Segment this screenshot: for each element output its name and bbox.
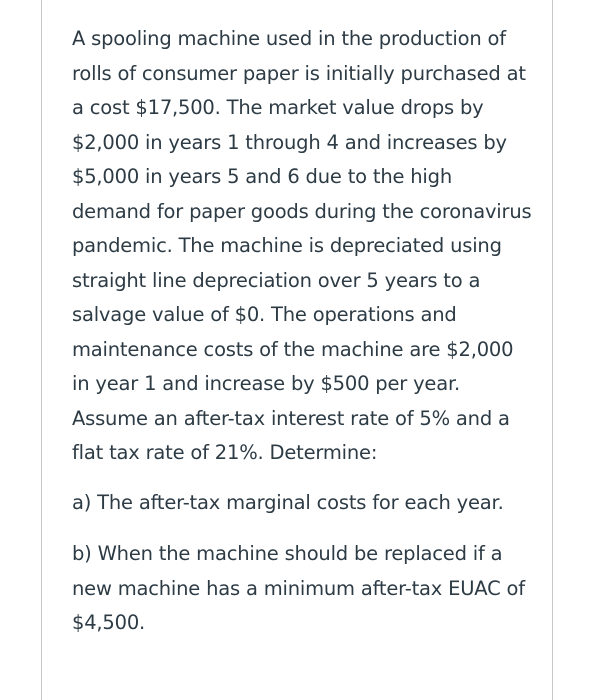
question-content [72, 22, 532, 641]
question-part-a: a) The after-tax marginal costs for each year. [72, 490, 504, 514]
question-part-b: b) When the machine should be replaced if a new machine has a minimum after-tax EUAC of $4,500. [72, 542, 525, 634]
question-card [41, 0, 553, 700]
question-body: A spooling machine used in the production of rolls of consumer paper is initially purchased at a cost $17,500. The market value drops by $2,000 in years 1 through 4 and increases by $5,000 in years 5 and 6 due to the high demand for paper goods during the coronavirus pandemic. The machine is depreciated using straight line depreciation over 5 years to a salvage value of $0. The operations and maintenance costs of the machine are $2,000 in year 1 and increase by $500 per year. Assume an after-tax interest rate of 5% and a flat tax rate of 21%. Determine: [72, 27, 532, 464]
